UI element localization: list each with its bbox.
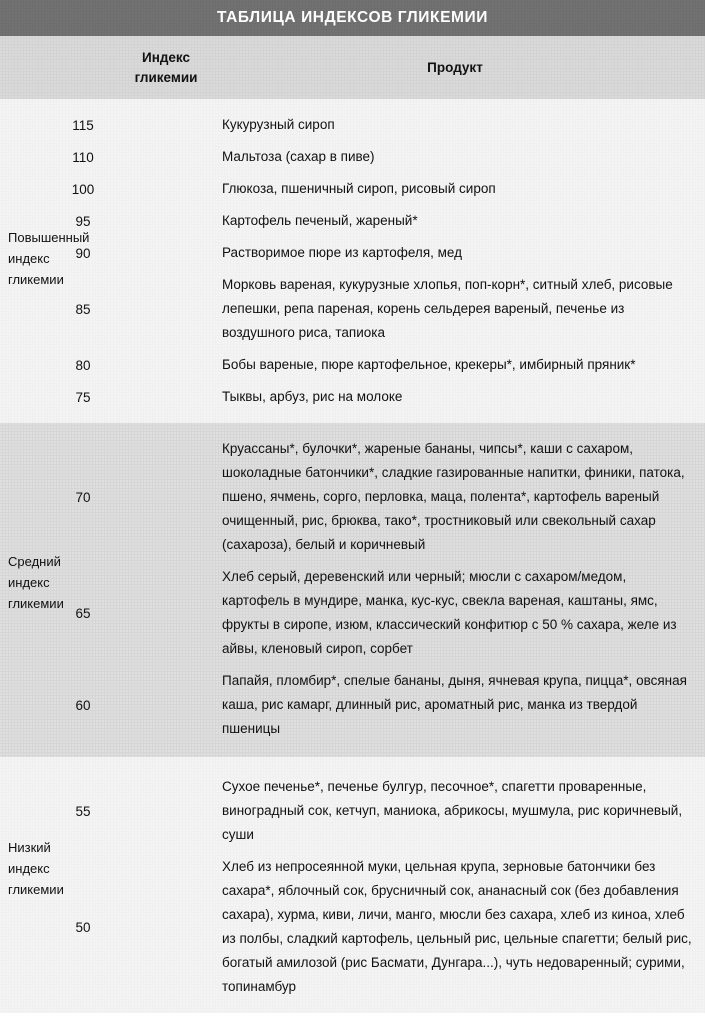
cell-product: Бобы вареные, пюре картофельное, крекеры*, имбирный пряник* (222, 357, 636, 372)
table-row (0, 381, 705, 413)
cell-glycemic-index: 60 (75, 697, 91, 713)
section-label-line: гликемии (8, 596, 64, 611)
cell-product: Тыквы, арбуз, рис на молоке (222, 389, 403, 404)
cell-glycemic-index: 95 (75, 213, 91, 229)
cell-product: Глюкоза, пшеничный сироп, рисовый сироп (222, 181, 496, 196)
cell-glycemic-index: 110 (72, 149, 94, 165)
table-title-bar (0, 0, 705, 36)
table-section (0, 757, 705, 1013)
cell-glycemic-index: 80 (75, 357, 91, 373)
table-row (0, 665, 705, 745)
section-label-line: индекс (8, 575, 50, 590)
table-row (0, 349, 705, 381)
cell-glycemic-index: 65 (75, 605, 91, 621)
cell-product: Растворимое пюре из картофеля, мед (222, 245, 462, 260)
section-label-line: гликемии (8, 272, 64, 287)
cell-glycemic-index: 75 (75, 389, 91, 405)
section-label-line: Повышенный (8, 230, 90, 245)
section-label (8, 837, 116, 900)
column-header-index-line1: Индекс (141, 49, 191, 65)
cell-product: Сухое печенье*, печенье булгур, песочное*, спагетти проваренные, виноградный сок, кетчуп, маниока, абрикосы, мушмула, рис коричневый, суши (222, 779, 683, 842)
table-row (0, 109, 705, 141)
cell-glycemic-index: 50 (75, 919, 91, 935)
column-header-product: Продукт (427, 60, 483, 75)
cell-product: Кукурузный сироп (222, 117, 335, 132)
cell-glycemic-index: 85 (75, 301, 91, 317)
section-label-line: индекс (8, 251, 50, 266)
cell-glycemic-index: 100 (71, 181, 95, 197)
cell-product: Картофель печеный, жареный* (222, 213, 418, 228)
cell-product: Морковь вареная, кукурузные хлопья, поп-корн*, ситный хлеб, рисовые лепешки, репа пареная, корень сельдерея вареный, печенье из воздушного риса, тапиока (222, 277, 673, 340)
table-body (0, 99, 705, 1013)
table-row (0, 173, 705, 205)
cell-glycemic-index: 115 (72, 117, 94, 133)
section-label-line: гликемии (8, 882, 64, 897)
section-label-line: индекс (8, 861, 50, 876)
table-row (0, 141, 705, 173)
cell-glycemic-index: 70 (75, 489, 91, 505)
section-label (8, 227, 116, 290)
column-header-index (110, 48, 222, 87)
cell-glycemic-index: 90 (75, 245, 91, 261)
column-header-index-line2: гликемии (134, 69, 198, 85)
cell-glycemic-index: 55 (75, 803, 91, 819)
table-section (0, 99, 705, 423)
table-section (0, 423, 705, 757)
cell-product: Папайя, пломбир*, спелые бананы, дыня, ячневая крупа, пицца*, овсяная каша, рис камарг, длинный рис, ароматный рис, манка из твердой пшеницы (222, 673, 687, 736)
cell-product: Круассаны*, булочки*, жареные бананы, чипсы*, каши с сахаром, шоколадные батончики*, сладкие газированные напитки, финики, патока, пшено, ячмень, сорго, перловка, маца, полента*, картофель вареный очищенный, рис, брюква, тако*, тростниковый или свекольный сахар (сахароза), белый и коричневый (222, 441, 685, 552)
section-label-line: Низкий (8, 840, 51, 855)
cell-product: Хлеб из непросеянной муки, цельная крупа, зерновые батончики без сахара*, яблочный сок, брусничный сок, ананасный сок (без добавления сахара), хурма, киви, личи, манго, мюсли без сахара, хлеб из киноа, хлеб из полбы, сладкий картофель, цельный рис, цельные спагетти; белый рис, богатый амилозой (рис Басмати, Дунгара...), чуть недоваренный; сурими, топинамбур (222, 859, 692, 994)
section-label (8, 551, 116, 614)
table-row (0, 433, 705, 561)
cell-product: Мальтоза (сахар в пиве) (222, 149, 375, 164)
table-column-header (0, 36, 705, 99)
section-label-line: Средний (8, 554, 61, 569)
page-title: ТАБЛИЦА ИНДЕКСОВ ГЛИКЕМИИ (216, 9, 489, 26)
cell-product: Хлеб серый, деревенский или черный; мюсли с сахаром/медом, картофель в мундире, манка, кус-кус, свекла вареная, каштаны, ямс, фрукты в сиропе, изюм, классический конфитюр с 50 % сахара, желе из айвы, кленовый сироп, сорбет (222, 569, 677, 656)
